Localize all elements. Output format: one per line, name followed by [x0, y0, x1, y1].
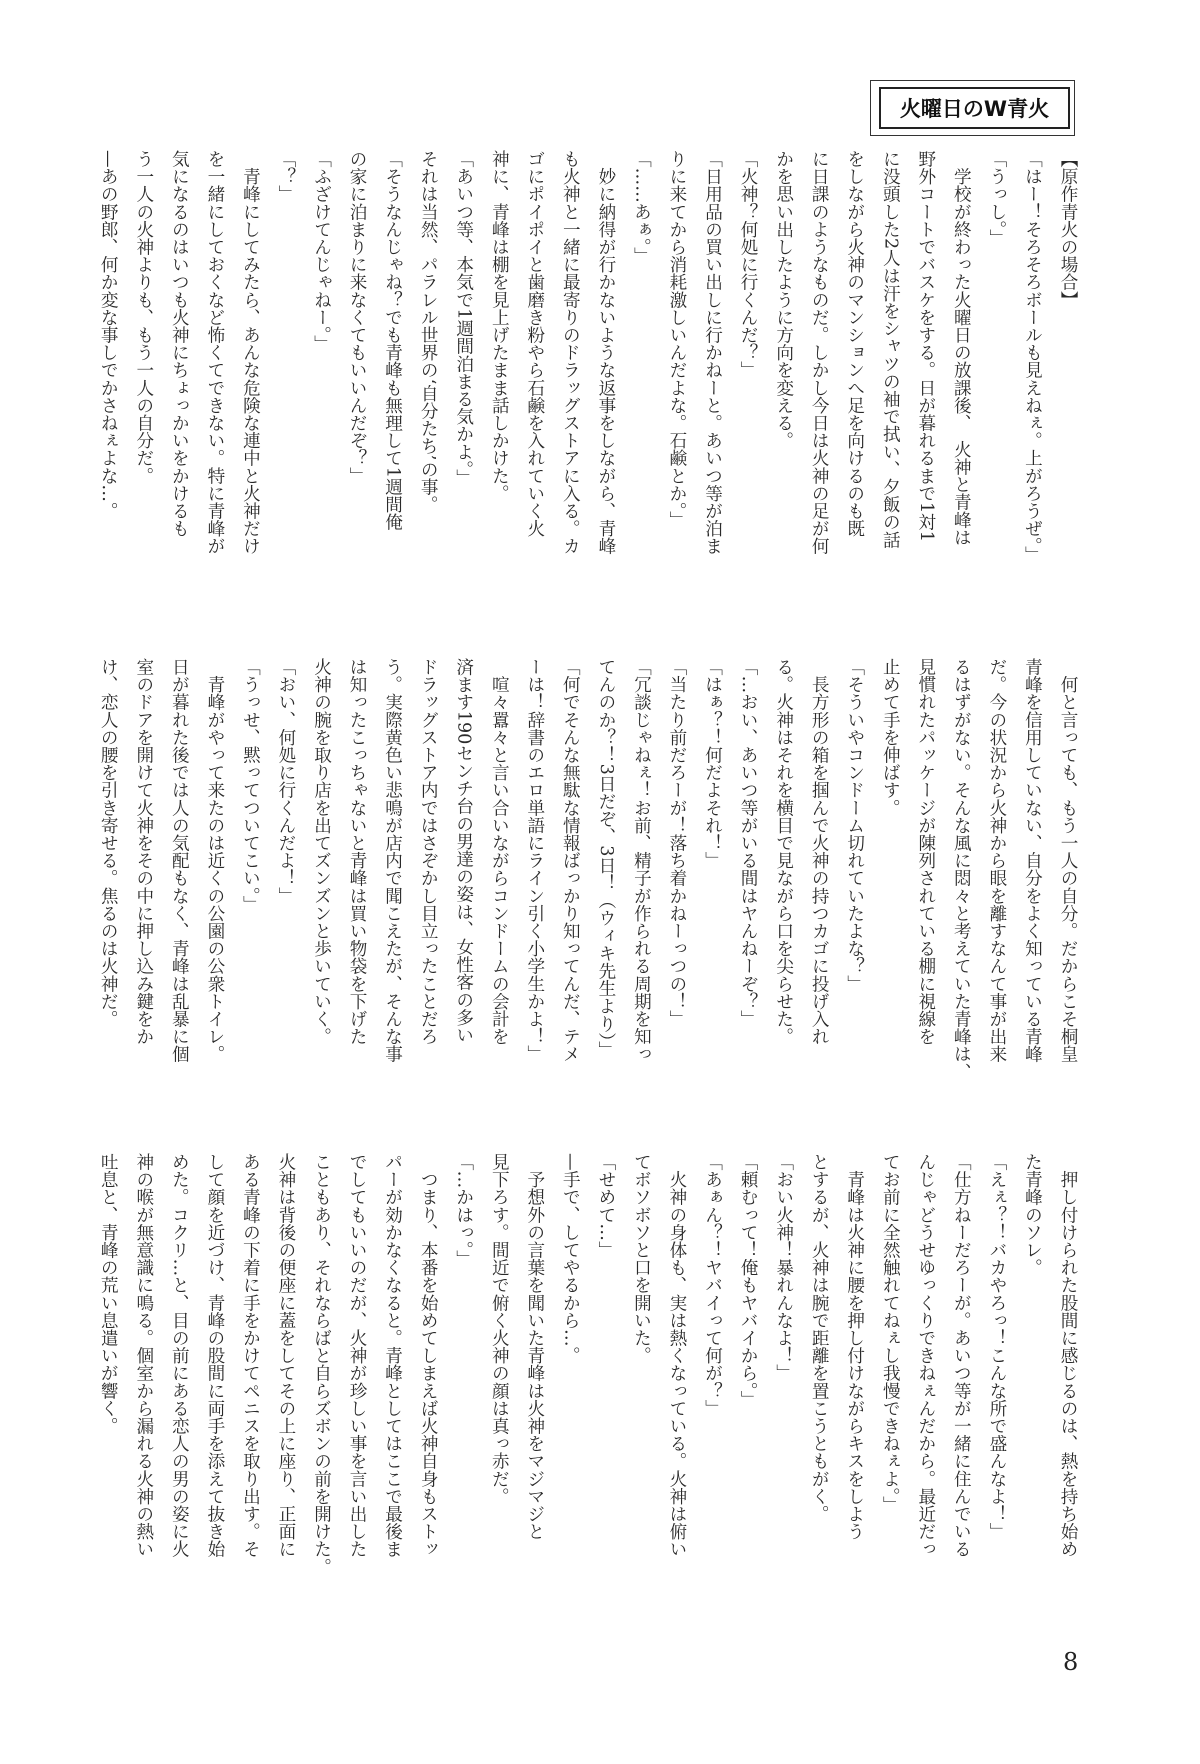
text-column: それは当然、パラレル世界の‘自分たち’の事。: [418, 150, 439, 514]
text-column: 火神の身体も、実は熱くなっている。火神は俯い: [666, 1153, 687, 1558]
text-column: てんのか？！3日だぞ、3日！（ウィキ先生より）」: [595, 658, 616, 1059]
chapter-title-box: [870, 80, 1075, 136]
text-column: 「おい火神！暴れんなよ！」: [773, 1153, 794, 1382]
text-column: 「…おい、あいつ等がいる間はヤんねーぞ？」: [738, 658, 759, 1028]
text-column: ゴにポイポイと歯磨き粉やら石鹸を入れていく火: [524, 150, 545, 538]
text-column: でしてもいいのだが、火神が珍しい事を言い出した: [347, 1153, 368, 1558]
text-column: だ。今の状況から火神から眼を離すなんて事が出来: [986, 658, 1007, 1063]
text-column: 「あいつ等、本気で1週間泊まる気かよ。」: [453, 150, 474, 487]
page-number: 8: [1063, 1648, 1079, 1676]
text-column: 「はー！そろそろボールも見えねぇ。上がろうぜ。」: [1022, 150, 1043, 564]
text-column: るはずがない。そんな風に悶々と考えていた青峰は、: [951, 658, 972, 1081]
text-column: 「火神？何処に行くんだ？」: [738, 150, 759, 379]
text-column: た青峰のソレ。: [1022, 1153, 1043, 1277]
text-column: して顔を近づけ、青峰の股間に両手を添えて抜き始: [204, 1153, 225, 1558]
text-column: 神の喉が無意識に鳴る。個室から漏れる火神の熱い: [133, 1153, 154, 1558]
text-column: こともあり、それならばと自らズボンの前を開けた。: [311, 1153, 332, 1576]
text-block-bottom: [85, 1153, 1085, 1605]
text-column: の家に泊まりに来なくてもいいんだぞ？」: [347, 150, 368, 485]
text-column: 室のドアを開けて火神をその中に押し込み鍵をか: [133, 658, 154, 1046]
text-column: る。火神はそれを横目で見ながら口を尖らせた。: [773, 658, 794, 1046]
text-column: 何と言っても、もう一人の自分。だからこそ桐皇: [1058, 658, 1078, 1063]
text-column: 神に、青峰は棚を見上げたまま話しかけた。: [489, 150, 510, 502]
text-column: 「何でそんな無駄な情報ばっかり知ってんだ、テメ: [560, 658, 581, 1063]
text-column: 「ふざけてんじゃねー。」: [311, 150, 332, 353]
text-column: 止めて手を伸ばす。: [880, 658, 901, 817]
text-column: てボソボソと口を開いた。: [631, 1153, 652, 1365]
text-column: け、恋人の腰を引き寄せる。焦るのは火神だ。: [98, 658, 119, 1028]
text-column: りに来てから消耗激しいんだよな。石鹸とか。」: [666, 150, 687, 529]
text-column: かを思い出したように方向を変える。: [773, 150, 794, 450]
text-column: 「冗談じゃねぇ！お前、精子が作られる周期を知っ: [631, 658, 652, 1063]
text-column: を一緒にしておくなど怖くてできない。特に青峰が: [204, 150, 225, 555]
text-column: 「仕方ねーだろーが。あいつ等が一緒に住んでいる: [951, 1153, 972, 1558]
text-column: をしながら火神のマンションへ足を向けるのも既: [844, 150, 865, 538]
text-column: 長方形の箱を掴んで火神の持つカゴに投げ入れ: [809, 658, 830, 1046]
text-column: は知ったこっちゃないと青峰は買い物袋を下げた: [347, 658, 368, 1046]
text-column: 「……あぁ。」: [631, 150, 652, 265]
text-column: 青峰がやって来たのは近くの公園の公衆トイレ。: [204, 658, 225, 1063]
text-column: に日課のようなものだ。しかし今日は火神の足が何: [809, 150, 830, 555]
text-column: 済ます190センチ台の男達の姿は、女性客の多い: [453, 658, 474, 1044]
text-column: ドラッグストア内ではさぞかし目立ったことだろ: [418, 658, 439, 1046]
text-column: 青峰を信用していない、自分をよく知っている青峰: [1022, 658, 1043, 1063]
text-column: う。実際黄色い悲鳴が店内で聞こえたが、そんな事: [382, 658, 403, 1063]
text-column: 「はぁ？！何だよそれ！」: [702, 658, 723, 870]
text-column: 「日用品の買い出しに行かねーと。あいつ等が泊ま: [702, 150, 723, 555]
text-column: 「そういやコンドーム切れていたよな？」: [844, 658, 865, 993]
text-column: 見慣れたパッケージが陳列されている棚に視線を: [915, 658, 936, 1046]
text-column: つまり、本番を始めてしまえば火神自身もストッ: [418, 1153, 439, 1558]
text-column: んじゃどうせゆっくりできねぇんだから。最近だっ: [915, 1153, 936, 1558]
text-column: ある青峰の下着に手をかけてペニスを取り出す。そ: [240, 1153, 261, 1558]
text-column: 学校が終わった火曜日の放課後、 火神と青峰は: [951, 150, 972, 546]
text-column: 「うっせ、黙ってついてこい。」: [240, 658, 261, 914]
text-column: 【原作青火の場合】: [1058, 150, 1078, 309]
text-column: 「えぇ？！バカやろっ！こんな所で盛んなよ！」: [986, 1153, 1007, 1541]
text-column: とするが、火神は腕で距離を置こうともがく。: [809, 1153, 830, 1523]
text-column: 「あぁん？！ヤバイって何が？」: [702, 1153, 723, 1417]
text-column: 気になるのはいつも火神にちょっかいをかけるも: [169, 150, 190, 538]
text-column: 見下ろす。間近で俯く火神の顔は真っ赤だ。: [489, 1153, 510, 1505]
text-column: 「？」: [275, 150, 296, 203]
text-column: パーが効かなくなると。青峰としてはここで最後ま: [382, 1153, 403, 1558]
text-column: 「そうなんじゃね？でも青峰も無理して1週間俺: [382, 150, 403, 531]
text-column: 喧々囂々と言い合いながらコンドームの会計を: [489, 658, 510, 1046]
text-column: —手で、してやるから…。: [560, 1153, 581, 1365]
text-column: 妙に納得が行かないような返事をしながら、青峰: [595, 150, 616, 555]
text-column: 「当たり前だろーが！落ち着かねーっつの！」: [666, 658, 687, 1028]
text-column: 青峰にしてみたら、あんな危険な連中と火神だけ: [240, 150, 261, 555]
text-column: も火神と一緒に最寄りのドラッグストアに入る。カ: [560, 150, 581, 555]
text-column: 「頼むって！俺もヤバイから。」: [738, 1153, 759, 1409]
text-column: —あの野郎、何か変な事しでかさねぇよな…。: [98, 150, 119, 520]
text-column: に没頭した2人は汗をシャツの袖で拭い、夕飯の話: [880, 150, 901, 549]
text-column: 日が暮れた後では人の気配もなく、青峰は乱暴に個: [169, 658, 190, 1063]
text-column: 「せめて…」: [595, 1153, 616, 1259]
text-column: ーは！辞書のエロ単語にライン引く小学生かよ！」: [524, 658, 545, 1063]
text-column: 押し付けられた股間に感じるのは、熱を持ち始め: [1058, 1153, 1078, 1558]
chapter-title: 火曜日のW青火: [879, 87, 1070, 129]
text-column: めた。コクリ…と、目の前にある恋人の男の姿に火: [169, 1153, 190, 1558]
text-column: 火神は背後の便座に蓋をしてその上に座り、正面に: [275, 1153, 296, 1558]
text-column: う一人の火神よりも、もう一人の自分だ。: [133, 150, 154, 485]
text-column: 青峰は火神に腰を押し付けながらキスをしよう: [844, 1153, 865, 1541]
text-column: 「…かはっ。」: [453, 1153, 474, 1268]
text-column: 「おい、何処に行くんだよ！」: [275, 658, 296, 905]
text-column: 吐息と、青峰の荒い息遣いが響く。: [98, 1153, 119, 1435]
text-column: 「うっし。」: [986, 150, 1007, 247]
text-column: 火神の腕を取り店を出てズンズンと歩いていく。: [311, 658, 332, 1046]
text-column: てお前に全然触れてねぇし我慢できねぇよ。」: [880, 1153, 901, 1514]
text-block-top: [85, 150, 1085, 602]
text-block-middle: [85, 658, 1085, 1110]
text-column: 野外コートでバスケをする。日が暮れるまで1対1: [915, 150, 936, 542]
text-column: 予想外の言葉を聞いた青峰は火神をマジマジと: [524, 1153, 545, 1541]
